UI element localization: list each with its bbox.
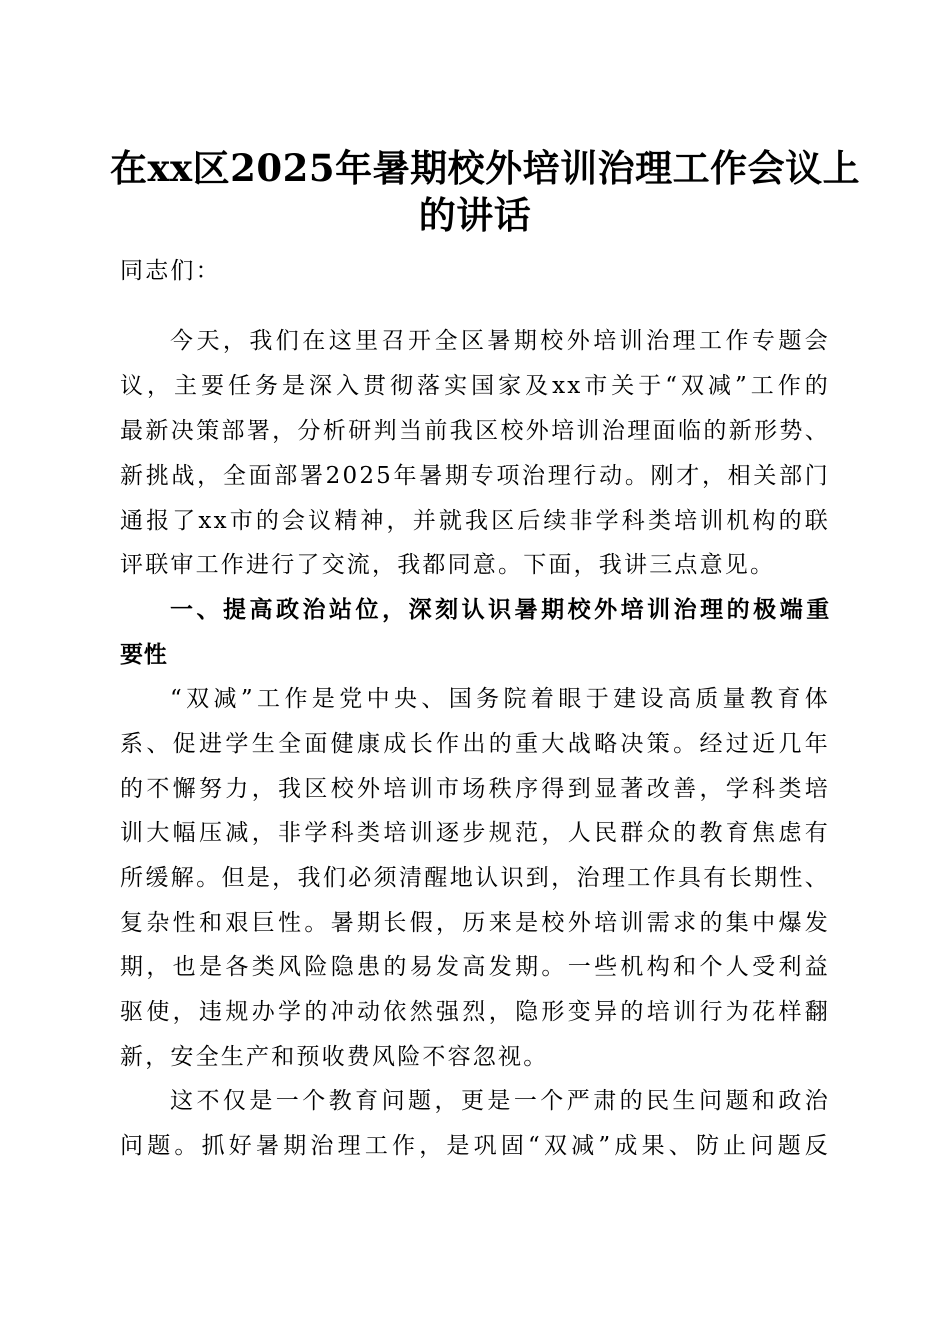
salutation: 同志们： bbox=[120, 258, 221, 284]
paragraph-2-line: “双减”工作是党中央、国务院着眼于建设高质量教育体 bbox=[170, 686, 830, 712]
paragraph-1-line: 新挑战，全面部署2025年暑期专项治理行动。刚才，相关部门 bbox=[120, 463, 830, 489]
paragraph-1-line: 议，主要任务是深入贯彻落实国家及xx市关于“双减”工作的 bbox=[120, 373, 830, 399]
paragraph-2-line: 的不懈努力，我区校外培训市场秩序得到显著改善，学科类培 bbox=[120, 776, 830, 802]
paragraph-3-line: 问题。抓好暑期治理工作，是巩固“双减”成果、防止问题反 bbox=[120, 1133, 830, 1159]
paragraph-2-line: 新，安全生产和预收费风险不容忽视。 bbox=[120, 1044, 549, 1070]
paragraph-1-line: 今天，我们在这里召开全区暑期校外培训治理工作专题会 bbox=[170, 328, 830, 354]
paragraph-2-line: 系、促进学生全面健康成长作出的重大战略决策。经过近几年 bbox=[120, 731, 830, 757]
document-title-line-1: 在xx区2025年暑期校外培训治理工作会议上 bbox=[110, 146, 861, 190]
section-heading-1-cont: 要性 bbox=[120, 642, 168, 668]
paragraph-1-line: 通报了xx市的会议精神，并就我区后续非学科类培训机构的联 bbox=[120, 508, 830, 534]
paragraph-2-line: 所缓解。但是，我们必须清醒地认识到，治理工作具有长期性、 bbox=[120, 865, 830, 891]
paragraph-2-line: 复杂性和艰巨性。暑期长假，历来是校外培训需求的集中爆发 bbox=[120, 910, 830, 936]
paragraph-3-line: 这不仅是一个教育问题，更是一个严肃的民生问题和政治 bbox=[170, 1088, 830, 1114]
paragraph-2-line: 训大幅压减，非学科类培训逐步规范，人民群众的教育焦虑有 bbox=[120, 820, 830, 846]
paragraph-1-line: 评联审工作进行了交流，我都同意。下面，我讲三点意见。 bbox=[120, 552, 776, 578]
paragraph-2-line: 驱使，违规办学的冲动依然强烈，隐形变异的培训行为花样翻 bbox=[120, 999, 830, 1025]
paragraph-2-line: 期，也是各类风险隐患的易发高发期。一些机构和个人受利益 bbox=[120, 954, 830, 980]
document-title-line-2: 的讲话 bbox=[418, 193, 532, 237]
paragraph-1-line: 最新决策部署，分析研判当前我区校外培训治理面临的新形势、 bbox=[120, 418, 830, 444]
section-heading-1: 一、提高政治站位，深刻认识暑期校外培训治理的极端重 bbox=[170, 597, 830, 623]
